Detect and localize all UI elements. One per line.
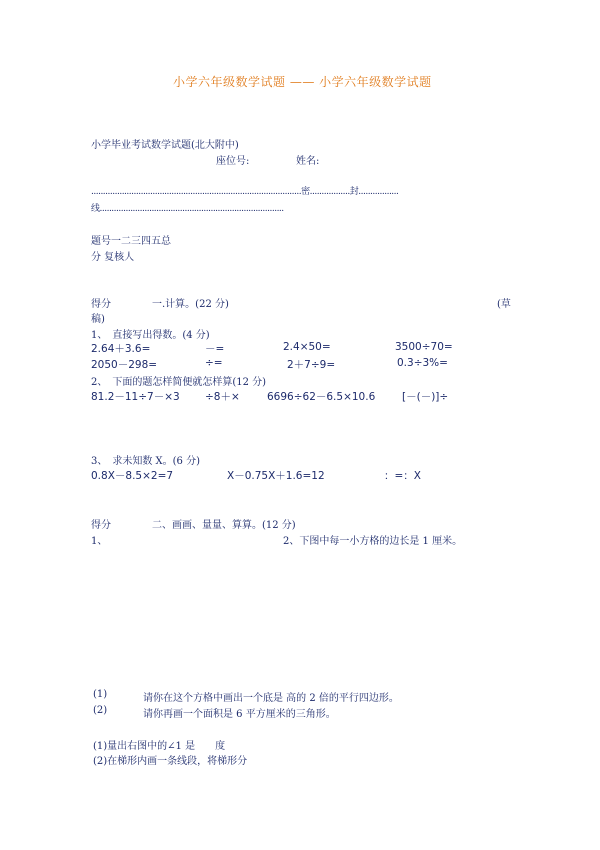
q3-item: 0.8X－8.5×2=7 [91, 470, 174, 482]
section1-title: 一.计算。(22 分) [152, 299, 229, 310]
q3-title: 3、 求未知数 X。(6 分) [91, 456, 201, 467]
section2-title: 二、画画、量量、算算。(12 分) [152, 520, 296, 531]
draft-note-1: (草 [497, 299, 511, 310]
sub1-text: 请你在这个方格中画出一个底是 高的 2 倍的平行四边形。 [143, 693, 399, 704]
sub3-text: (1)量出右图中的∠1 是 度 [93, 741, 226, 752]
section2-q1-label: 1、 [91, 536, 108, 547]
section1-score-label: 得分 [91, 299, 111, 310]
score-table-row: 分 复核人 [91, 252, 135, 263]
q1-row2-item: ÷= [205, 357, 223, 369]
sub4-text: (2)在梯形内画一条线段，将梯形分 [93, 756, 248, 767]
q1-row1-item: 2.64＋3.6= [91, 343, 151, 355]
seal-line-1: .........................................................................................密.................封................. [91, 187, 399, 197]
exam-name: 小学毕业考试数学试题(北大附中) [91, 140, 239, 151]
name-label: 姓名: [296, 156, 320, 167]
page-title: 小学六年级数学试题 —— 小学六年级数学试题 [173, 75, 432, 89]
q2-item: 81.2－11÷7－×3 [91, 391, 180, 403]
sub1-number: (1) [93, 689, 108, 700]
section2-score-label: 得分 [91, 520, 111, 531]
q2-item: ÷8＋× [205, 391, 240, 403]
q1-row1-item: 2.4×50= [283, 341, 331, 353]
q1-row2-item: 2＋7÷9= [287, 359, 336, 371]
q3-item: X－0.75X＋1.6=12 [227, 470, 325, 482]
section2-q2-text: 2、下图中每一小方格的边长是 1 厘米。 [283, 536, 463, 547]
q1-title: 1、 直接写出得数。(4 分) [91, 330, 210, 341]
q2-item: [－(－)]÷ [402, 391, 449, 403]
draft-note-2: 稿) [91, 314, 105, 325]
q3-item: ：=：X [384, 470, 421, 482]
q1-row2-item: 2050－298= [91, 359, 158, 371]
q2-item: 6696÷62－6.5×10.6 [267, 391, 376, 403]
seal-line-2: 线.............................................................................. [91, 204, 284, 214]
q1-row2-item: 0.3÷3%= [397, 357, 448, 369]
score-table-header: 题号一二三四五总 [91, 236, 171, 247]
q2-title: 2、 下面的题怎样简便就怎样算(12 分) [91, 377, 267, 388]
sub2-text: 请你再画一个面积是 6 平方厘米的三角形。 [143, 709, 336, 720]
q1-row1-item: －= [205, 343, 225, 355]
q1-row1-item: 3500÷70= [395, 341, 453, 353]
seat-label: 座位号: [216, 156, 250, 167]
sub2-number: (2) [93, 705, 108, 716]
